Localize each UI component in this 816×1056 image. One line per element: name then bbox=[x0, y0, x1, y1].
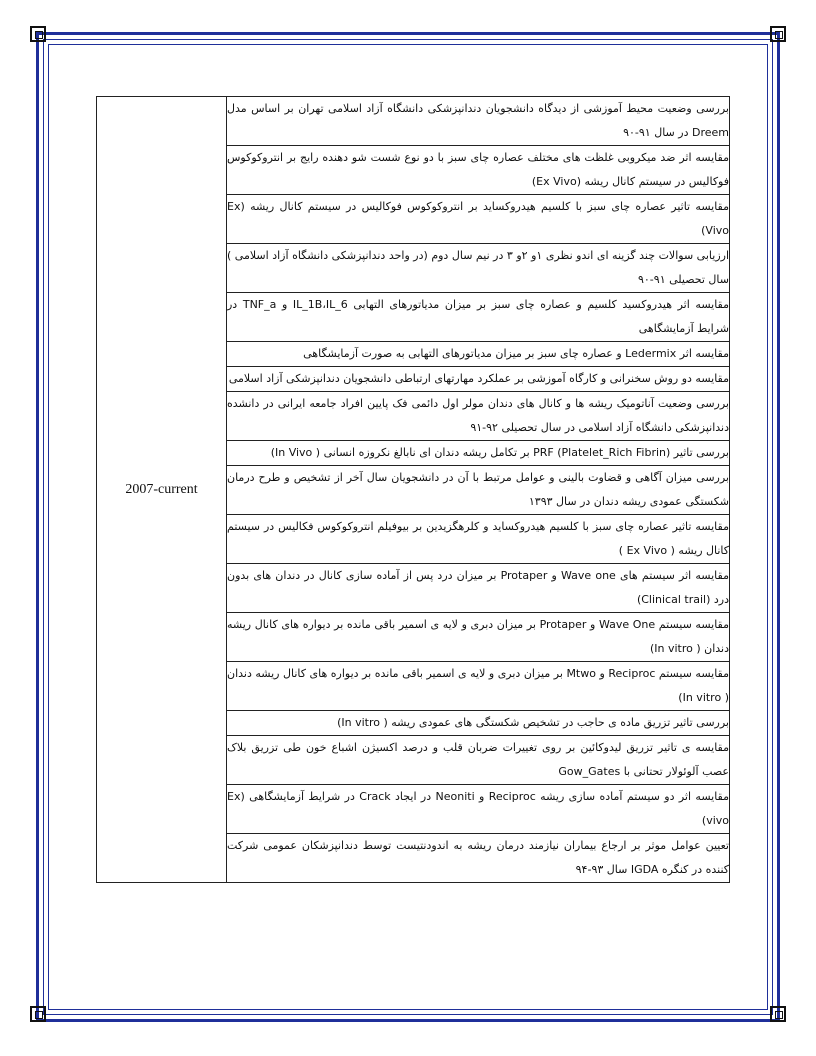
research-title-cell: مقایسه ی تاثیر تزریق لیدوکائین بر روی تغییرات ضربان قلب و درصد اکسیژن اشباع خون طی تزریق بلاک عصب آلوئولار تحتانی با Gow_Gates bbox=[227, 736, 730, 785]
research-title-cell: بررسی وضعیت محیط آموزشی از دیدگاه دانشجویان دندانپزشکی دانشگاه آزاد اسلامی تهران بر اساس مدل Dreem در سال ۹۱-۹۰ bbox=[227, 97, 730, 146]
research-title-cell: بررسی تاثیر تزریق ماده ی حاجب در تشخیص شکستگی های عمودی ریشه ( In vitro) bbox=[227, 711, 730, 736]
research-title-cell: مقایسه سیستم Wave One و Protaper بر میزان دبری و لایه ی اسمیر باقی مانده بر دیواره های کانال ریشه دندان ( In vitro) bbox=[227, 613, 730, 662]
research-title-cell: مقایسه اثر هیدروکسید کلسیم و عصاره چای سبز بر میزان مدیاتورهای التهابی IL_1B،IL_6 و TNF_a در شرایط آزمایشگاهی bbox=[227, 293, 730, 342]
research-title-cell: مقایسه سیستم Reciproc و Mtwo بر میزان دبری و لایه ی اسمیر باقی مانده بر دیواره های کانال ریشه دندان ( In vitro) bbox=[227, 662, 730, 711]
research-title-cell: مقایسه دو روش سخنرانی و کارگاه آموزشی بر عملکرد مهارتهای ارتباطی دانشجویان دندانپزشکی آزاد اسلامی bbox=[227, 367, 730, 392]
corner-ornament-bottom-right bbox=[770, 1006, 786, 1022]
research-title-cell: مقایسه تاثیر عصاره چای سبز با کلسیم هیدروکساید بر انتروکوکوس فوکالیس در سیستم کانال ریشه (Ex Vivo) bbox=[227, 195, 730, 244]
research-title-cell: بررسی تاثیر PRF (Platelet_Rich Fibrin) بر تکامل ریشه دندان ای نابالغ نکروزه انسانی ( In Vivo) bbox=[227, 441, 730, 466]
corner-ornament-top-left bbox=[30, 26, 46, 42]
corner-ornament-top-right bbox=[770, 26, 786, 42]
research-title-cell: مقایسه اثر ضد میکروبی غلظت های مختلف عصاره چای سبز با دو نوع شست شو دهنده رایج بر انتروکوکوس فوکالیس در سیستم کانال ریشه (Ex Vivo) bbox=[227, 146, 730, 195]
research-title-cell: مقایسه اثر سیستم های Wave one و Protaper بر میزان درد پس از آماده سازی کانال در دندان های بدون درد (Clinical trail) bbox=[227, 564, 730, 613]
table-row bbox=[97, 97, 730, 146]
research-title-cell: ارزیابی سوالات چند گزینه ای اندو نظری ۱و ۲و ۳ در نیم سال دوم (در واحد دندانپزشکی دانشگاه آزاد اسلامی ) سال تحصیلی ۹۱-۹۰ bbox=[227, 244, 730, 293]
research-title-cell: تعیین عوامل موثر بر ارجاع بیماران نیازمند درمان ریشه به اندودنتیست توسط دندانپزشکان عمومی شرکت کننده در کنگره IGDA سال ۹۳-۹۴ bbox=[227, 834, 730, 883]
research-title-cell: بررسی وضعیت آناتومیک ریشه ها و کانال های دندان مولر اول دائمی فک پایین افراد جامعه ایرانی در دانشده دندانپزشکی دانشگاه آزاد اسلامی در سال تحصیلی ۹۲-۹۱ bbox=[227, 392, 730, 441]
research-title-cell: بررسی میزان آگاهی و قضاوت بالینی و عوامل مرتبط با آن در دانشجویان سال آخر از تشخیص و طرح درمان شکستگی عمودی ریشه دندان در سال ۱۳۹۳ bbox=[227, 466, 730, 515]
research-title-cell: مقایسه تاثیر عصاره چای سبز با کلسیم هیدروکساید و کلرهگزیدین بر بیوفیلم انتروکوکوس فکالیس در سیستم کانال ریشه ( Ex Vivo ) bbox=[227, 515, 730, 564]
period-cell: 2007-current bbox=[97, 97, 227, 883]
research-title-cell: مقایسه اثر Ledermix و عصاره چای سبز بر میزان مدیاتورهای التهابی به صورت آزمایشگاهی bbox=[227, 342, 730, 367]
research-table bbox=[96, 96, 730, 883]
research-title-cell: مقایسه اثر دو سیستم آماده سازی ریشه Reciproc و Neoniti در ایجاد Crack در شرایط آزمایشگاهی (Ex vivo) bbox=[227, 785, 730, 834]
corner-ornament-bottom-left bbox=[30, 1006, 46, 1022]
